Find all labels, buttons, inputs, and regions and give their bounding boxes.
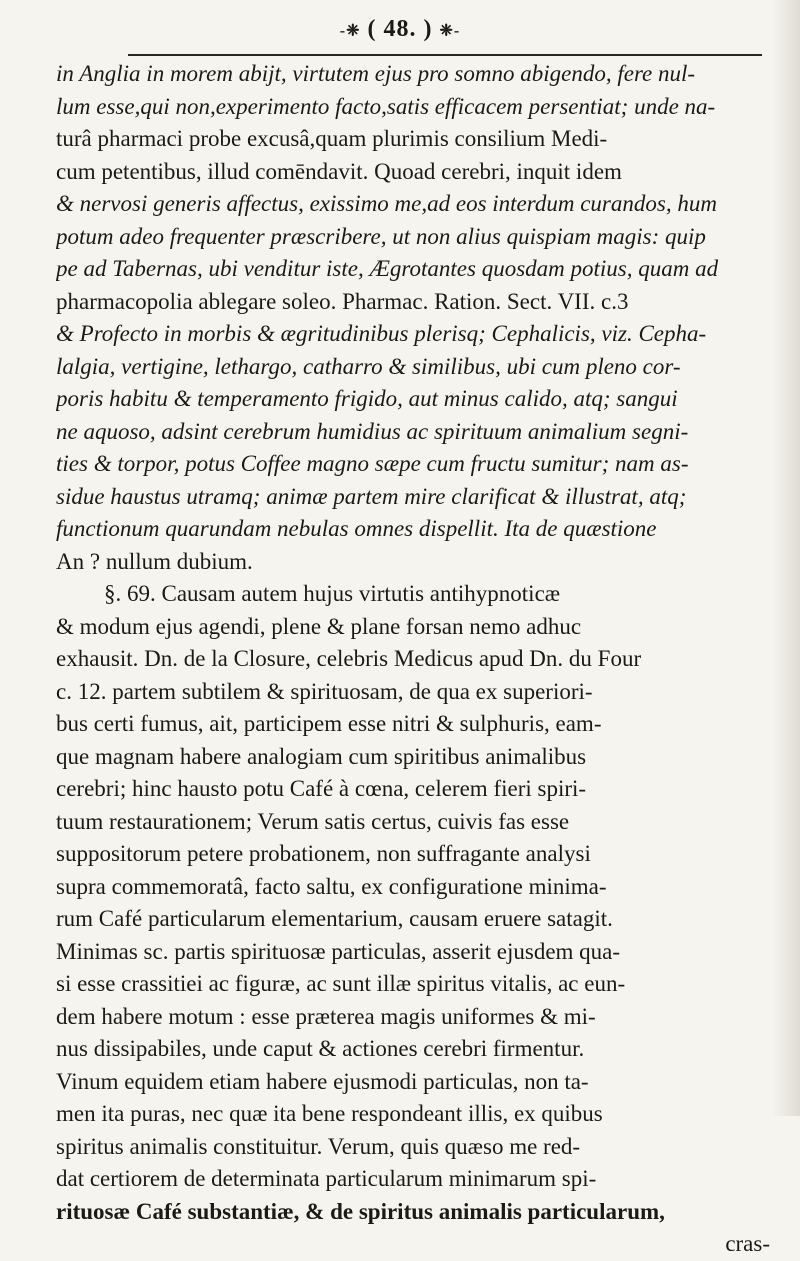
text-line: An ? nullum dubium. xyxy=(56,548,253,574)
text-line: cerebri; hinc hausto potu Café à cœna, celerem fieri spiri- xyxy=(56,776,587,801)
text-line: poris habitu & temperamento frigido, aut minus calido, atq; sangui xyxy=(56,386,678,411)
text-line: functionum quarundam nebulas omnes dispellit. Ita de quæstione xyxy=(56,516,657,541)
left-ornament: -❈ xyxy=(339,22,361,40)
page-number: ( 48. ) xyxy=(367,16,433,42)
text-line: nus dissipabiles, unde caput & actiones cerebri firmentur. xyxy=(56,1036,585,1061)
text-line: sidue haustus utramq; animæ partem mire clarificat & illustrat, atq; xyxy=(56,483,687,509)
text-line: exhausit. Dn. de la Closure, celebris Medicus apud Dn. du Four xyxy=(56,646,642,671)
page-header xyxy=(0,16,800,43)
text-line: que magnam habere analogiam cum spiritibus animalibus xyxy=(56,743,587,769)
text-line: in Anglia in morem abijt, virtutem ejus pro somno abigendo, fere nul- xyxy=(56,61,696,86)
text-line: Vinum equidem etiam habere ejusmodi particulas, non ta- xyxy=(56,1068,589,1094)
text-line xyxy=(56,578,770,611)
text-line: pharmacopolia ablegare soleo. Pharmac. Ration. Sect. VII. c.3 xyxy=(56,288,629,314)
text-line: men ita puras, nec quæ ita bene respondeant illis, ex quibus xyxy=(56,1101,603,1126)
body-text xyxy=(56,58,770,1261)
text-line: & nervosi generis affectus, exissimo me,ad eos interdum curandos, hum xyxy=(56,191,717,216)
text-line: rituosæ Café substantiæ, & de spiritus animalis particularum, xyxy=(56,1198,665,1224)
text-line: turâ pharmaci probe excusâ,quam plurimis consilium Medi- xyxy=(56,126,608,151)
text-line: potum adeo frequenter præscribere, ut non alius quispiam magis: quip xyxy=(56,223,706,249)
text-line: lalgia, vertigine, lethargo, catharro & similibus, ubi cum pleno cor- xyxy=(56,353,681,379)
catchword: cras- xyxy=(725,1231,770,1256)
text-line: si esse crassitiei ac figuræ, ac sunt illæ spiritus vitalis, ac eun- xyxy=(56,971,626,996)
text-line: supra commemoratâ, facto saltu, ex configuratione minima- xyxy=(56,873,607,899)
text-line: Minimas sc. partis spirituosæ particulas, asserit ejusdem qua- xyxy=(56,938,621,964)
text-line: spiritus animalis constituitur. Verum, quis quæso me red- xyxy=(56,1133,581,1159)
text-line: ne aquoso, adsint cerebrum humidius ac spirituum animalium segni- xyxy=(56,418,689,444)
text-line: dem habere motum : esse præterea magis uniformes & mi- xyxy=(56,1003,596,1029)
text-line: dat certiorem de determinata particularum minimarum spi- xyxy=(56,1166,597,1191)
text-line: pe ad Tabernas, ubi venditur iste, Ægrotantes quosdam potius, quam ad xyxy=(56,256,719,281)
header-rule xyxy=(128,54,762,56)
text-line: c. 12. partem subtilem & spirituosam, de qua ex superiori- xyxy=(56,678,593,704)
text-line: cum petentibus, illud comēndavit. Quoad cerebri, inquit idem xyxy=(56,158,622,184)
text-line: lum esse,qui non,experimento facto,satis efficacem persentiat; unde na- xyxy=(56,93,716,119)
text-line: bus certi fumus, ait, participem esse nitri & sulphuris, eam- xyxy=(56,711,602,736)
text-line: rum Café particularum elementarium, causam eruere satagit. xyxy=(56,906,613,931)
text-line: tuum restaurationem; Verum satis certus, cuivis fas esse xyxy=(56,808,570,834)
text-line: suppositorum petere probationem, non suffragante analysi xyxy=(56,841,591,866)
text-line: & modum ejus agendi, plene & plane forsan nemo adhuc xyxy=(56,613,582,639)
right-ornament: ❈- xyxy=(439,22,461,40)
page-edge-shadow xyxy=(772,0,800,1116)
paragraph-start: §. 69. Causam autem hujus virtutis antihypnoticæ xyxy=(104,581,561,606)
text-line: & Profecto in morbis & ægritudinibus plerisq; Cephalicis, viz. Cepha- xyxy=(56,321,707,346)
text-line: ties & torpor, potus Coffee magno sæpe cum fructu sumitur; nam as- xyxy=(56,451,689,476)
